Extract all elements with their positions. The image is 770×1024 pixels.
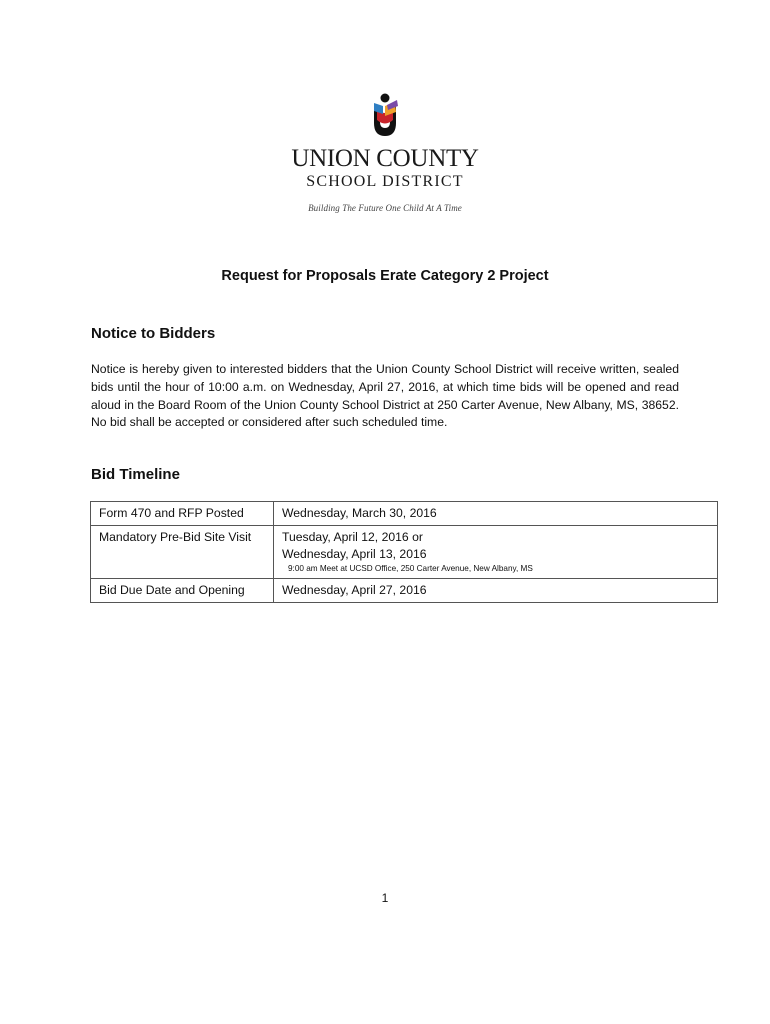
timeline-event: Mandatory Pre-Bid Site Visit bbox=[91, 526, 274, 579]
table-row bbox=[91, 526, 718, 579]
timeline-date bbox=[274, 502, 718, 526]
site-visit-note: 9:00 am Meet at UCSD Office, 250 Carter Avenue, New Albany, MS bbox=[288, 564, 533, 573]
org-name: UNION COUNTY bbox=[291, 145, 479, 172]
timeline-date-line: Wednesday, April 27, 2016 bbox=[282, 583, 427, 597]
timeline-date-line: Tuesday, April 12, 2016 or bbox=[282, 530, 423, 544]
org-tagline: Building The Future One Child At A Time bbox=[308, 203, 462, 213]
timeline-date-line: Wednesday, April 13, 2016 bbox=[282, 547, 427, 561]
notice-paragraph: Notice is hereby given to interested bidders that the Union County School District will receive written, sealed bids until the hour of 10:00 a.m. on Wednesday, April 27, 2016, at which time bids will be opened and read aloud in the Board Room of the Union County School District at 250 Carter Avenue, New Albany, MS, 38652. No bid shall be accepted or considered after such scheduled time. bbox=[91, 362, 679, 430]
document-title: Request for Proposals Erate Category 2 Project bbox=[221, 268, 549, 284]
district-logo bbox=[0, 92, 770, 213]
district-logo-icon bbox=[365, 92, 405, 140]
org-subtitle: SCHOOL DISTRICT bbox=[306, 173, 464, 190]
timeline-date-line: Wednesday, March 30, 2016 bbox=[282, 506, 437, 520]
page-number: 1 bbox=[381, 891, 389, 905]
timeline-heading: Bid Timeline bbox=[91, 466, 180, 483]
table-row bbox=[91, 579, 718, 603]
timeline-event: Form 470 and RFP Posted bbox=[91, 502, 274, 526]
timeline-date bbox=[274, 579, 718, 603]
bid-timeline-table bbox=[90, 501, 718, 603]
timeline-event: Bid Due Date and Opening bbox=[91, 579, 274, 603]
notice-heading: Notice to Bidders bbox=[91, 325, 216, 342]
timeline-date bbox=[274, 526, 718, 579]
table-row bbox=[91, 502, 718, 526]
